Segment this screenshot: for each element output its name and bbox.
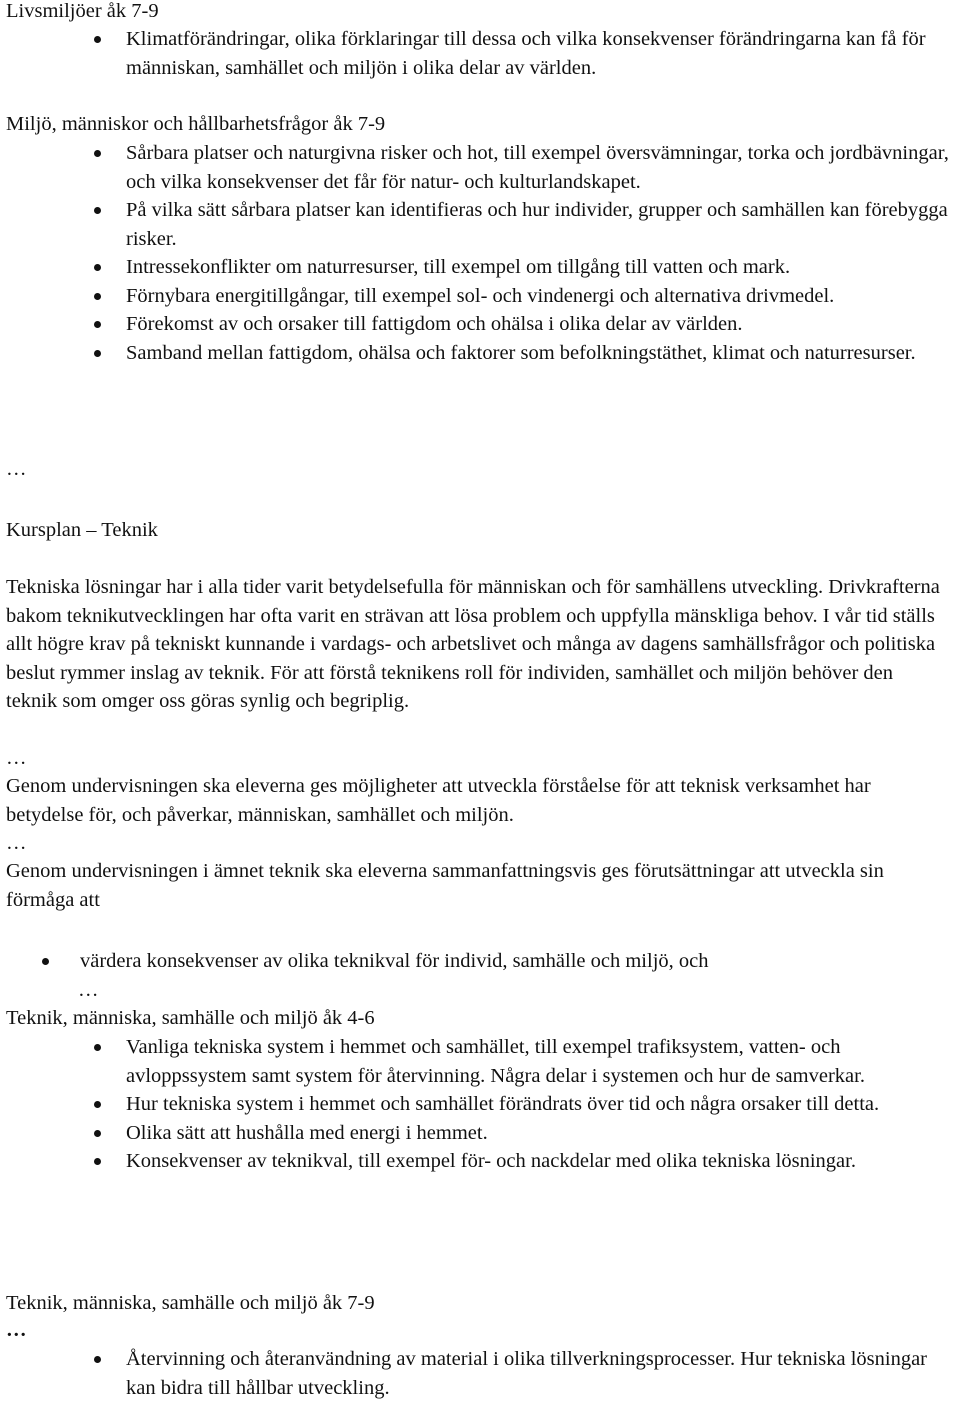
ellipsis: …	[6, 1319, 28, 1341]
ellipsis: …	[78, 979, 100, 1001]
list-item: Återvinning och återanvändning av material i olika tillverkningsprocesser. Hur tekniska lösningar kan bidra till hållbar utveckling.	[6, 1345, 954, 1402]
list-formaga	[6, 947, 956, 976]
paragraph-syfte: Genom undervisningen ska eleverna ges möjligheter att utveckla förståelse för att teknisk verksamhet har betydelse för, och påverkar, människan, samhället och miljön.	[6, 775, 871, 826]
ellipsis: …	[6, 832, 28, 854]
list-item: Konsekvenser av teknikval, till exempel för- och nackdelar med olika tekniska lösningar.	[6, 1147, 954, 1176]
list-item: Hur tekniska system i hemmet och samhället förändrats över tid och några orsaker till detta.	[6, 1090, 954, 1119]
heading-miljo-manniskor: Miljö, människor och hållbarhetsfrågor åk 7-9	[6, 113, 386, 135]
list-item: Förekomst av och orsaker till fattigdom och ohälsa i olika delar av världen.	[6, 310, 954, 339]
list-teknik-4-6	[6, 1033, 956, 1176]
list-livsmiljoer	[6, 25, 956, 82]
paragraph-formaga: Genom undervisningen i ämnet teknik ska eleverna sammanfattningsvis ges förutsättningar att utveckla sin förmåga att	[6, 860, 884, 911]
list-item: Sårbara platser och naturgivna risker och hot, till exempel översvämningar, torka och jordbävningar, och vilka konsekvenser det får för natur- och kulturlandskapet.	[6, 139, 954, 196]
list-item: Olika sätt att hushålla med energi i hemmet.	[6, 1119, 954, 1148]
list-item: Förnybara energitillgångar, till exempel sol- och vindenergi och alternativa drivmedel.	[6, 282, 954, 311]
list-item: Intressekonflikter om naturresurser, till exempel om tillgång till vatten och mark.	[6, 253, 954, 282]
list-item: På vilka sätt sårbara platser kan identifieras och hur individer, grupper och samhällen kan förebygga risker.	[6, 196, 954, 253]
list-item: värdera konsekvenser av olika teknikval för individ, samhälle och miljö, och	[6, 947, 954, 976]
list-teknik-7-9	[6, 1345, 956, 1402]
paragraph-intro: Tekniska lösningar har i alla tider varit betydelsefulla för människan och för samhällens utveckling. Drivkrafterna bakom teknikutvecklingen har ofta varit en strävan att lösa problem och uppfylla mänskliga behov. I vår tid ställs allt högre krav på tekniskt kunnande i vardags- och arbetslivet och många av dagens samhällsfrågor och politiska beslut rymmer inslag av teknik. För att förstå teknikens roll för individen, samhället och miljön behöver den teknik som omger oss göras synlig och begriplig.	[6, 576, 940, 712]
page-title-kursplan: Kursplan – Teknik	[6, 519, 158, 541]
list-miljo-manniskor	[6, 139, 956, 367]
heading-teknik-4-6: Teknik, människa, samhälle och miljö åk 4-6	[6, 1007, 375, 1029]
heading-livsmiljoer: Livsmiljöer åk 7-9	[6, 0, 159, 22]
ellipsis: …	[6, 458, 28, 480]
list-item: Samband mellan fattigdom, ohälsa och faktorer som befolkningstäthet, klimat och naturresurser.	[6, 339, 954, 368]
heading-teknik-7-9: Teknik, människa, samhälle och miljö åk 7-9	[6, 1292, 375, 1314]
list-item: Vanliga tekniska system i hemmet och samhället, till exempel trafiksystem, vatten- och avloppssystem samt system för återvinning. Några delar i systemen och hur de samverkar.	[6, 1033, 954, 1090]
ellipsis: …	[6, 747, 28, 769]
list-item: Klimatförändringar, olika förklaringar till dessa och vilka konsekvenser förändringarna kan få för människan, samhället och miljön i olika delar av världen.	[6, 25, 954, 82]
